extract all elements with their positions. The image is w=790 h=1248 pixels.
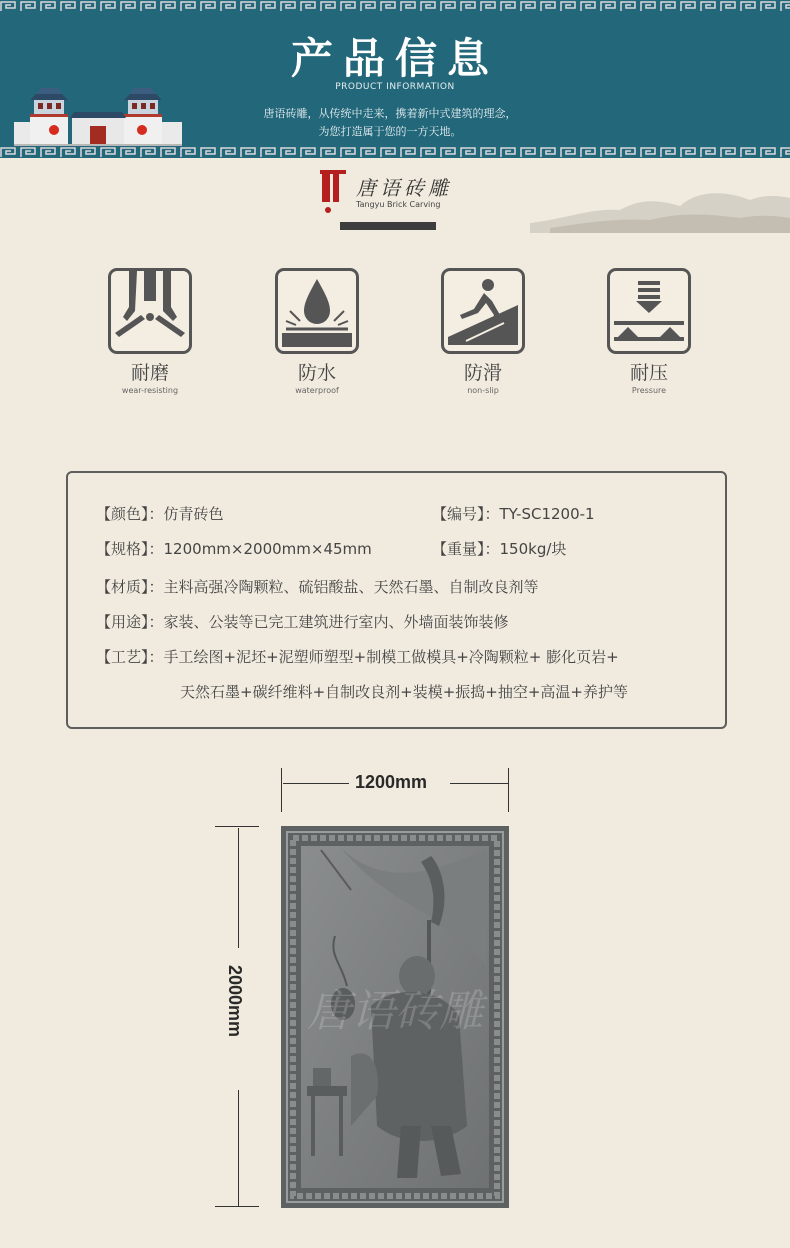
header-description-line2: 为您打造属于您的一方天地。	[318, 125, 462, 138]
svg-text:唐语砖雕: 唐语砖雕	[307, 986, 483, 1037]
info-label: 【颜色】：	[96, 505, 164, 523]
info-value: 仿青砖色	[163, 505, 224, 523]
slip-person-icon	[444, 271, 522, 351]
ink-mountains-illustration	[530, 178, 790, 233]
info-label: 【工艺】：	[96, 648, 164, 666]
info-label: 【材质】：	[96, 578, 164, 596]
product-info-panel	[66, 471, 727, 729]
brick-carving-relief-image	[281, 826, 509, 1208]
info-spec	[96, 538, 372, 559]
fret-border-bottom	[0, 146, 790, 158]
page-title: 产品信息	[290, 34, 499, 83]
info-value: TY-SC1200-1	[499, 505, 595, 523]
width-dim-tick-left	[281, 768, 282, 812]
header-banner	[0, 0, 790, 158]
height-dim-line-bottom	[238, 1090, 239, 1206]
brand-underline	[340, 222, 436, 230]
feature-icon-frame	[441, 268, 525, 354]
info-label: 【用途】：	[96, 613, 164, 631]
info-value: 手工绘图+泥坯+泥塑师塑型+制模工做模具+冷陶颗粒+ 膨化页岩+	[163, 648, 619, 666]
info-color	[96, 503, 224, 524]
info-value: 天然石墨+碳纤维料+自制改良剂+装模+振捣+抽空+高温+养护等	[180, 683, 628, 701]
height-dimension-text: 2000mm	[225, 965, 245, 1038]
info-craft	[96, 646, 619, 667]
feature-label-en: non-slip	[467, 386, 499, 395]
header-description	[230, 105, 550, 141]
feature-label-cn: 防滑	[463, 362, 502, 384]
header-description-line1: 唐语砖雕，从传统中走来，携着新中式建筑的理念，	[263, 107, 517, 120]
feature-label-en: waterproof	[295, 386, 339, 395]
feature-label-cn: 耐磨	[130, 362, 169, 384]
info-code	[432, 503, 595, 524]
width-dim-line-right	[450, 783, 508, 784]
brand-mark-icon	[320, 168, 346, 216]
feature-non-slip	[438, 268, 528, 395]
page-subtitle: PRODUCT INFORMATION	[335, 82, 455, 92]
feature-wear-resisting	[105, 268, 195, 395]
brand-name-en: Tangyu Brick Carving	[356, 200, 441, 209]
feature-label-cn: 防水	[297, 362, 336, 384]
info-label: 【规格】：	[96, 540, 164, 558]
height-dim-line-top	[238, 828, 239, 948]
width-dim-tick-right	[508, 768, 509, 812]
feature-label-cn: 耐压	[629, 362, 668, 384]
fret-border-top	[0, 0, 790, 12]
feature-icon-frame	[607, 268, 691, 354]
feature-waterproof	[272, 268, 362, 395]
height-dim-tick-bottom	[215, 1206, 259, 1207]
height-dim-tick-top	[215, 826, 259, 827]
water-drop-icon	[278, 271, 356, 351]
width-dimension-label: 1200mm	[355, 772, 428, 792]
info-label: 【编号】：	[432, 505, 500, 523]
info-weight	[432, 538, 566, 559]
feature-icon-frame	[108, 268, 192, 354]
info-material	[96, 576, 539, 597]
info-use	[96, 611, 509, 632]
castle-illustration	[14, 86, 182, 152]
info-label: 【重量】：	[432, 540, 500, 558]
width-dim-line-left	[283, 783, 349, 784]
info-value: 1200mm×2000mm×45mm	[163, 540, 372, 558]
feature-label-en: wear-resisting	[121, 386, 179, 395]
feature-label-en: Pressure	[631, 386, 667, 395]
info-value: 主料高强冷陶颗粒、硫铝酸盐、天然石墨、自制改良剂等	[163, 578, 539, 596]
info-value: 家装、公装等已完工建筑进行室内、外墙面装饰装修	[163, 613, 509, 631]
info-value: 150kg/块	[499, 540, 567, 558]
brand-logo	[318, 168, 468, 228]
brand-name-cn: 唐语砖雕	[356, 176, 452, 200]
press-icon	[610, 271, 688, 351]
pliers-icon	[111, 271, 189, 351]
info-craft-continued	[180, 681, 628, 702]
height-dimension-label	[215, 965, 255, 1075]
feature-icon-frame	[275, 268, 359, 354]
feature-pressure	[604, 268, 694, 395]
